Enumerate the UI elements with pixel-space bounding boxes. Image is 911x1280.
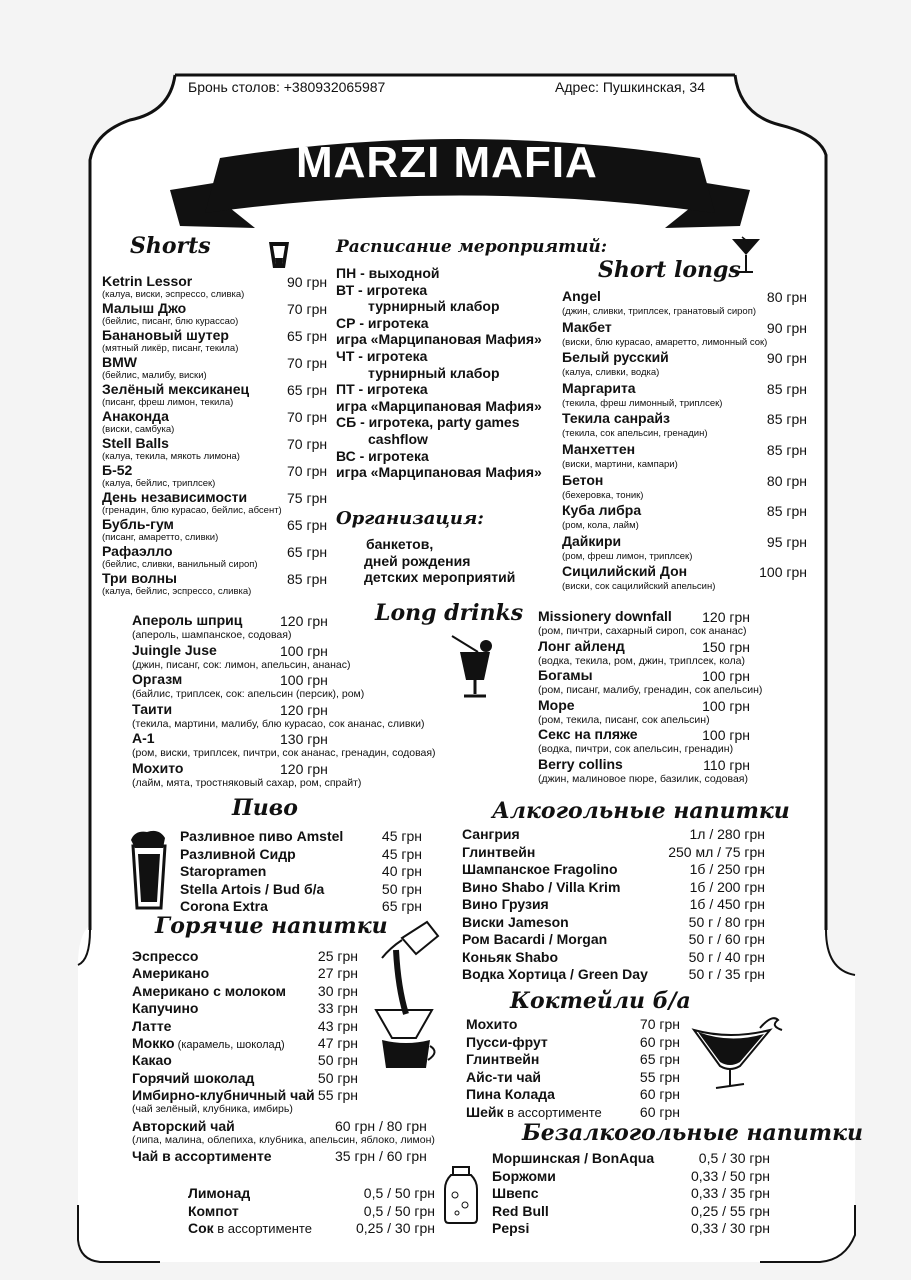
long-drinks-item-name: Апероль шприц <box>132 612 243 628</box>
long-drinks-item-name: Мохито <box>132 759 184 776</box>
hot-drink-price: 43 грн <box>317 1017 358 1034</box>
long-drinks-item-desc: (текила, мартини, малибу, блю курасао, сок ананас, сливки) <box>132 717 425 730</box>
soft-drink-name: Компот <box>188 1202 239 1219</box>
shorts-item-desc: (калуа, виски, эспрессо, сливка) <box>102 289 245 300</box>
short-longs-item-price: 100 грн <box>759 564 807 581</box>
short-longs-item-desc: (текила, сок апельсин, гренадин) <box>562 428 708 440</box>
shorts-item-name: Рафаэлло <box>102 543 173 559</box>
shorts-item-desc: (калуа, бейлис, эспрессо, сливка) <box>102 586 252 597</box>
long-drinks-item-desc: (ром, пичтри, сахарный сироп, сок ананас) <box>538 625 747 637</box>
non-alcohol-price: 0,33 / 35 грн <box>690 1185 770 1201</box>
long-drinks-item-name: Оргазм <box>132 671 183 687</box>
schedule-line: ПТ - игротека <box>336 381 428 398</box>
address: Адрес: Пушкинская, 34 <box>555 79 705 95</box>
na-cocktail-price: 55 грн <box>639 1068 680 1085</box>
short-longs-item-price: 85 грн <box>766 380 807 397</box>
soft-drink-note: в ассортименте <box>213 1221 312 1236</box>
short-longs-item-name: Макбет <box>562 318 612 335</box>
long-drinks-item-name: Berry collins <box>538 755 623 772</box>
na-cocktail-name: Мохито <box>466 1016 518 1032</box>
schedule-line: ЧТ - игротека <box>336 348 428 364</box>
shorts-item-name: Бубль-гум <box>102 516 174 532</box>
schedule-line: cashflow <box>368 431 428 447</box>
long-drinks-item-desc: (ром, текила, писанг, сок апельсин) <box>538 713 710 726</box>
na-cocktail-price: 60 грн <box>639 1086 680 1102</box>
alcohol-item-name: Сангрия <box>462 826 520 842</box>
long-drinks-item-desc: (джин, малиновое пюре, базилик, содовая) <box>538 772 748 785</box>
long-drinks-item-price: 100 грн <box>280 672 328 688</box>
na-cocktail-name: Глинтвейн <box>466 1051 540 1067</box>
short-longs-item-price: 95 грн <box>766 533 807 550</box>
long-drinks-item-price: 100 грн <box>702 727 750 743</box>
short-longs-item-desc: (виски, блю курасао, амаретто, лимонный сок) <box>562 336 768 348</box>
shorts-item-name: Stell Balls <box>102 435 169 451</box>
alcohol-item-price: 250 мл / 75 грн <box>668 843 765 860</box>
short-longs-item-desc: (ром, фреш лимон, триплсек) <box>562 550 693 562</box>
hot-drink-name: Капучино <box>132 1000 199 1017</box>
long-drinks-item-desc: (джин, писанг, сок: лимон, апельсин, ананас) <box>132 658 351 671</box>
author-tea-name: Авторский чай <box>132 1118 235 1134</box>
non-alcohol-price: 0,33 / 50 грн <box>690 1167 770 1184</box>
long-drinks-item-name: Лонг айленд <box>538 637 625 654</box>
shorts-item-desc: (мятный ликёр, писанг, текила) <box>102 343 239 354</box>
alcohol-item-price: 50 г / 40 грн <box>688 948 765 965</box>
shorts-item-name: Б-52 <box>102 462 133 478</box>
long-drinks-item-price: 130 грн <box>280 731 328 747</box>
non-alcohol-name: Моршинская / BonAqua <box>492 1150 655 1166</box>
long-drinks-item-desc: (ром, писанг, малибу, гренадин, сок апельсин) <box>538 684 763 696</box>
non-alcohol-name: Red Bull <box>492 1202 549 1219</box>
author-tea-desc: (липа, малина, облепиха, клубника, апельсин, яблоко, лимон) <box>132 1134 435 1146</box>
short-longs-item-desc: (джин, сливки, триплсек, гранатовый сироп) <box>562 306 757 317</box>
schedule-line: игра «Марципановая Мафия» <box>336 331 542 348</box>
shorts-item-price: 65 грн <box>287 544 328 560</box>
schedule-line: турнирный клабор <box>368 298 500 315</box>
short-longs-item-desc: (калуа, сливки, водка) <box>562 367 660 379</box>
long-drinks-item-name: Таити <box>132 700 173 717</box>
na-cocktail-note: в ассортименте <box>503 1104 602 1120</box>
shorts-item-price: 70 грн <box>287 355 328 371</box>
long-drinks-item-price: 100 грн <box>280 642 328 659</box>
short-longs-item-name: Белый русский <box>562 349 669 366</box>
alcohol-title: Алкогольные напитки <box>492 798 790 824</box>
non-alcohol-name: Pepsi <box>492 1220 530 1236</box>
shorts-item-name: Три волны <box>102 570 177 586</box>
shorts-item-price: 70 грн <box>287 436 328 452</box>
hot-drink-note: (карамель, шоколад) <box>174 1039 285 1051</box>
beer-glass-icon <box>127 828 171 912</box>
shorts-item-desc: (виски, самбука) <box>102 424 175 435</box>
shorts-item-name: Малыш Джо <box>102 300 187 316</box>
alcohol-item-name: Водка Хортица / Green Day <box>462 966 648 982</box>
shorts-item-desc: (гренадин, блю курасао, бейлис, абсент) <box>102 505 282 516</box>
shot-glass-icon <box>267 240 291 270</box>
alcohol-item-price: 1л / 280 грн <box>689 826 765 842</box>
short-longs-item-name: Манхеттен <box>562 441 636 457</box>
organization-title: Организация: <box>336 508 484 529</box>
shorts-item-name: Банановый шутер <box>102 327 229 343</box>
soft-drink-name: Сок в ассортименте <box>188 1220 312 1236</box>
hot-drink-price: 55 грн <box>317 1087 358 1104</box>
short-longs-item-desc: (бехеровка, тоник) <box>562 489 644 501</box>
non-alcohol-price: 0,33 / 30 грн <box>690 1220 770 1236</box>
alcohol-item-price: 50 г / 60 грн <box>688 931 765 947</box>
beer-item-price: 50 грн <box>381 880 422 897</box>
short-longs-item-name: Дайкири <box>562 532 622 549</box>
long-drinks-item-price: 100 грн <box>702 697 750 714</box>
short-longs-item-price: 85 грн <box>766 442 807 458</box>
organization-line: дней рождения <box>364 552 471 569</box>
na-cocktail-price: 65 грн <box>639 1051 680 1067</box>
na-cocktail-price: 60 грн <box>639 1033 680 1050</box>
author-tea-price: 60 грн / 80 грн <box>335 1118 427 1134</box>
long-drinks-item-price: 100 грн <box>702 668 750 684</box>
hot-drink-name: Какао <box>132 1052 172 1069</box>
alcohol-item-price: 1б / 450 грн <box>689 896 765 912</box>
lemonade-jar-icon <box>443 1165 479 1225</box>
schedule-title: Расписание мероприятий: <box>336 237 608 257</box>
beer-item-price: 45 грн <box>381 845 422 862</box>
shorts-title: Shorts <box>130 233 211 259</box>
non-alcohol-title: Безалкогольные напитки <box>522 1120 863 1146</box>
hot-drink-name: Латте <box>132 1017 172 1034</box>
shorts-item-price: 65 грн <box>287 328 328 344</box>
na-cocktail-name: Айс-ти чай <box>466 1068 542 1085</box>
beer-item-name: Corona Extra <box>180 898 268 914</box>
hot-drink-price: 33 грн <box>317 1000 358 1017</box>
tea-assortment-price: 35 грн / 60 грн <box>335 1148 427 1164</box>
hot-drink-price: 50 грн <box>317 1069 358 1086</box>
long-drinks-item-desc: (апероль, шампанское, содовая) <box>132 629 292 641</box>
shorts-item-price: 65 грн <box>287 382 328 398</box>
beer-item-price: 45 грн <box>381 828 422 844</box>
shorts-item-desc: (писанг, амаретто, сливки) <box>102 532 219 543</box>
shorts-item-desc: (бейлис, малибу, виски) <box>102 370 207 381</box>
soft-drink-name: Лимонад <box>188 1185 251 1201</box>
long-drinks-item-price: 120 грн <box>280 760 328 777</box>
shorts-item-name: Зелёный мексиканец <box>102 381 250 397</box>
hot-drink-name: Эспрессо <box>132 948 199 964</box>
shorts-item-price: 90 грн <box>287 274 328 290</box>
non-alcohol-name: Боржоми <box>492 1167 556 1184</box>
long-drink-glass-icon <box>450 632 500 702</box>
soft-drink-price: 0,5 / 50 грн <box>363 1202 435 1219</box>
long-drinks-item-name: А-1 <box>132 730 155 746</box>
schedule-line: ПН - выходной <box>336 265 440 281</box>
hot-drink-price: 30 грн <box>317 982 358 999</box>
long-drinks-item-name: Juingle Juse <box>132 641 217 658</box>
organization-line: детских мероприятий <box>364 569 516 585</box>
na-cocktails-title: Коктейли б/а <box>510 988 691 1014</box>
shorts-item-desc: (писанг, фреш лимон, текила) <box>102 397 234 408</box>
alcohol-item-price: 1б / 200 грн <box>689 878 765 895</box>
short-longs-item-desc: (текила, фреш лимонный, триплсек) <box>562 397 723 409</box>
alcohol-item-price: 50 г / 80 грн <box>688 913 765 930</box>
na-cocktail-name: Пина Колада <box>466 1086 555 1102</box>
alcohol-item-name: Глинтвейн <box>462 843 536 860</box>
short-longs-item-price: 90 грн <box>766 350 807 367</box>
short-longs-item-name: Куба либра <box>562 502 642 519</box>
alcohol-item-name: Шампанское Fragolino <box>462 861 618 877</box>
short-longs-item-name: Angel <box>562 288 601 304</box>
long-drinks-title: Long drinks <box>375 600 524 626</box>
martini-glass-icon <box>730 235 762 275</box>
hot-drink-name: Горячий шоколад <box>132 1069 255 1086</box>
shorts-item-price: 70 грн <box>287 409 328 425</box>
shorts-item-desc: (бейлис, писанг, блю курассао) <box>102 316 239 327</box>
non-alcohol-name: Швепс <box>492 1185 539 1201</box>
schedule-line: ВТ - игротека <box>336 281 428 298</box>
alcohol-item-price: 50 г / 35 грн <box>688 966 765 982</box>
schedule-line: СР - игротека <box>336 314 429 331</box>
booking-phone: Бронь столов: +380932065987 <box>188 79 386 95</box>
shorts-item-desc: (бейлис, сливки, ванильный сироп) <box>102 559 258 570</box>
tea-assortment-name: Чай в ассортименте <box>132 1148 272 1164</box>
soft-drink-price: 0,5 / 50 грн <box>363 1185 435 1201</box>
na-cocktail-name: Шейк в ассортименте <box>466 1103 602 1120</box>
non-alcohol-price: 0,25 / 55 грн <box>690 1202 770 1219</box>
na-cocktail-name: Пусси-фрут <box>466 1033 548 1050</box>
beer-item-name: Разливной Сидр <box>180 845 296 862</box>
short-longs-item-price: 80 грн <box>766 472 807 489</box>
schedule-line: турнирный клабор <box>368 364 500 381</box>
shorts-item-desc: (калуа, бейлис, триплсек) <box>102 478 216 489</box>
long-drinks-item-name: Секс на пляже <box>538 726 638 742</box>
alcohol-item-name: Виски Jameson <box>462 913 569 930</box>
beer-item-name: Разливное пиво Amstel <box>180 828 344 844</box>
soft-drink-price: 0,25 / 30 грн <box>355 1220 435 1236</box>
long-drinks-item-desc: (водка, текила, ром, джин, триплсек, кола) <box>538 654 745 667</box>
hot-drink-price: 25 грн <box>317 948 358 964</box>
schedule-line: игра «Марципановая Мафия» <box>336 464 542 481</box>
short-longs-item-price: 85 грн <box>766 503 807 520</box>
long-drinks-item-name: Море <box>538 696 575 713</box>
long-drinks-item-name: Богамы <box>538 667 593 683</box>
organization-line: банкетов, <box>366 536 434 552</box>
shorts-item-desc: (калуа, текила, мякоть лимона) <box>102 451 240 462</box>
alcohol-item-name: Вино Грузия <box>462 896 549 912</box>
shorts-item-price: 70 грн <box>287 301 328 317</box>
hot-drinks-title: Горячие напитки <box>155 913 388 939</box>
long-drinks-item-price: 110 грн <box>703 756 750 773</box>
hot-drink-price: 50 грн <box>317 1052 358 1069</box>
alcohol-item-name: Ром Bacardi / Morgan <box>462 931 608 947</box>
ginger-tea-desc: (чай зелёный, клубника, имбирь) <box>132 1103 293 1115</box>
short-longs-item-price: 85 грн <box>766 411 807 428</box>
shorts-item-price: 75 грн <box>287 490 328 506</box>
long-drinks-item-price: 150 грн <box>702 638 750 655</box>
na-cocktail-price: 70 грн <box>639 1016 680 1032</box>
long-drinks-item-price: 120 грн <box>280 701 328 718</box>
shorts-item-price: 65 грн <box>287 517 328 533</box>
short-longs-item-price: 80 грн <box>766 289 807 305</box>
shorts-item-name: Анаконда <box>102 408 169 424</box>
schedule-line: игра «Марципановая Мафия» <box>336 397 542 414</box>
shorts-item-name: BMW <box>102 354 137 370</box>
short-longs-title: Short longs <box>598 257 741 283</box>
short-longs-item-desc: (ром, кола, лайм) <box>562 520 639 532</box>
short-longs-item-desc: (виски, мартини, кампари) <box>562 459 678 470</box>
short-longs-item-price: 90 грн <box>766 319 807 336</box>
cocktail-splash-icon <box>690 1010 785 1095</box>
hot-drink-name: Мокко (карамель, шоколад) <box>132 1035 285 1051</box>
long-drinks-item-name: Missionery downfall <box>538 608 672 624</box>
schedule-line: СБ - игротека, party games <box>336 414 520 431</box>
shorts-item-price: 85 грн <box>287 571 328 587</box>
schedule-line: ВС - игротека <box>336 447 429 464</box>
short-longs-item-name: Сицилийский Дон <box>562 563 688 580</box>
short-longs-item-desc: (виски, сок сацилийский апельсин) <box>562 581 716 593</box>
non-alcohol-price: 0,5 / 30 грн <box>698 1150 770 1166</box>
long-drinks-item-price: 120 грн <box>702 609 750 625</box>
hot-drink-name: Американо с молоком <box>132 982 286 999</box>
shorts-item-name: Ketrin Lessor <box>102 273 193 289</box>
alcohol-item-price: 1б / 250 грн <box>689 861 765 877</box>
hot-drink-price: 47 грн <box>317 1035 358 1051</box>
beer-item-name: Stella Artois / Bud б/а <box>180 880 325 897</box>
hot-drink-name: Имбирно-клубничный чай <box>132 1087 315 1104</box>
short-longs-item-name: Текила санрайз <box>562 410 670 427</box>
hot-drink-price: 27 грн <box>317 965 358 982</box>
long-drinks-item-desc: (ром, виски, триплсек, пичтри, сок ананас, гренадин, содовая) <box>132 747 436 759</box>
short-longs-item-name: Бетон <box>562 471 604 488</box>
long-drinks-item-desc: (лайм, мята, тростняковый сахар, ром, спрайт) <box>132 776 362 789</box>
na-cocktail-price: 60 грн <box>639 1103 680 1120</box>
shorts-item-price: 70 грн <box>287 463 328 479</box>
brand-title: MARZI MAFIA <box>296 138 598 187</box>
short-longs-item-name: Маргарита <box>562 379 636 396</box>
beer-item-price: 65 грн <box>381 898 422 914</box>
alcohol-item-name: Вино Shabo / Villa Krim <box>462 878 621 895</box>
shorts-item-name: День независимости <box>102 489 248 505</box>
long-drinks-item-desc: (байлис, триплсек, сок: апельсин (персик), ром) <box>132 688 365 700</box>
long-drinks-item-desc: (водка, пичтри, сок апельсин, гренадин) <box>538 743 734 755</box>
alcohol-item-name: Коньяк Shabo <box>462 948 559 965</box>
hot-drink-name: Американо <box>132 965 210 982</box>
coffee-pot-icon <box>372 918 442 1078</box>
long-drinks-item-price: 120 грн <box>280 613 328 629</box>
beer-title: Пиво <box>232 795 298 821</box>
beer-item-name: Staropramen <box>180 863 267 879</box>
beer-item-price: 40 грн <box>381 863 422 879</box>
